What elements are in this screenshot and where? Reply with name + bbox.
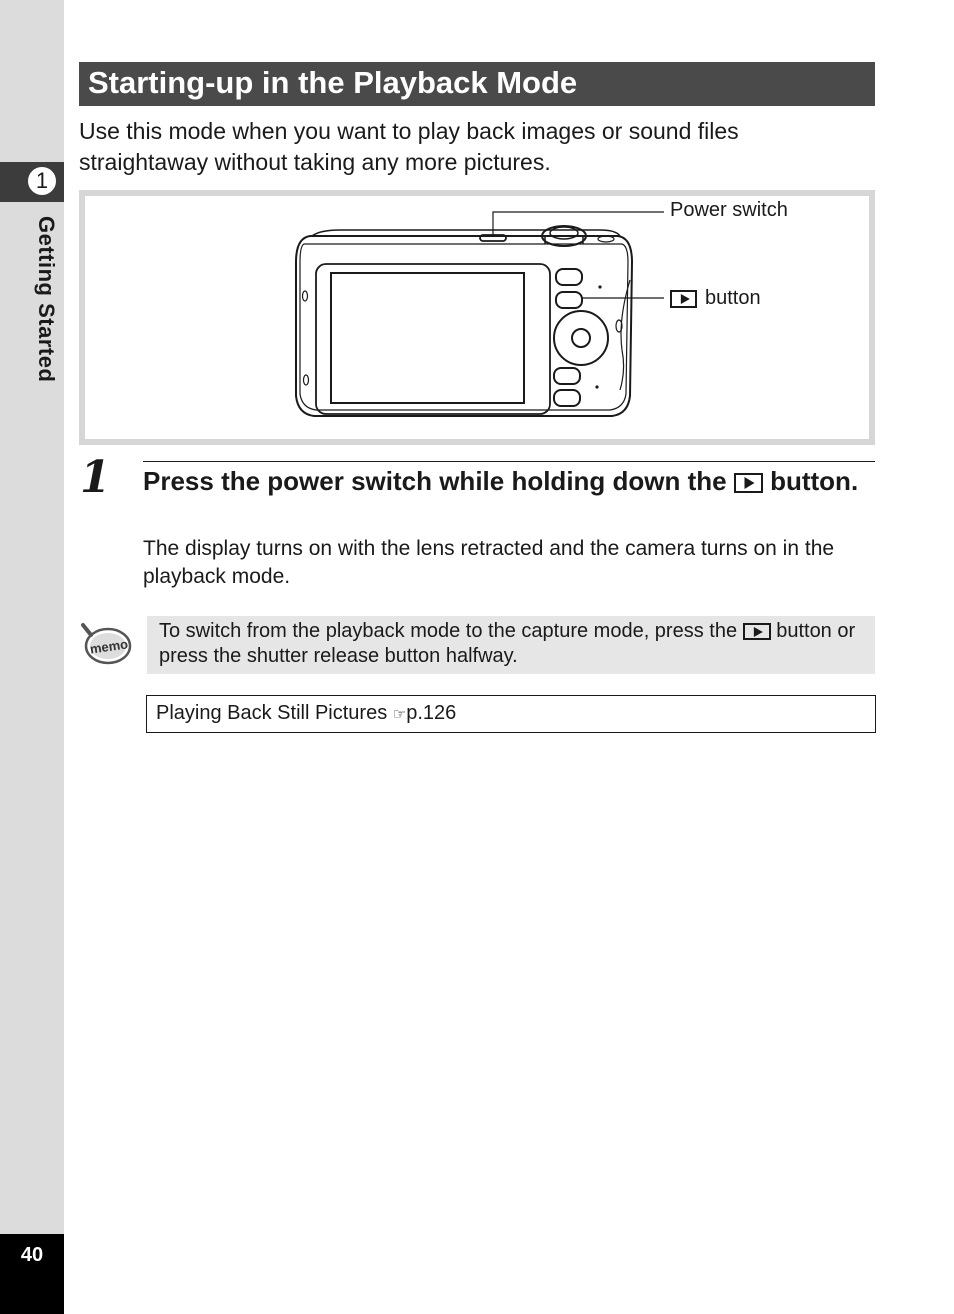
memo-text-start: To switch from the playback mode to the capture mode, press the xyxy=(159,620,738,642)
chapter-title: Getting Started xyxy=(34,216,59,383)
playback-button-label xyxy=(670,287,761,310)
step-heading-text: Press the power switch while holding down the xyxy=(143,466,727,496)
section-title: Starting-up in the Playback Mode xyxy=(88,65,578,100)
playback-icon xyxy=(670,290,697,308)
playback-icon xyxy=(743,623,771,640)
step-body: The display turns on with the lens retracted and the camera turns on in the playback mode. xyxy=(143,537,835,588)
playback-button-label-text: button xyxy=(705,287,761,309)
memo-text-end: button or press the shutter release button halfway. xyxy=(159,620,856,667)
power-switch-label: Power switch xyxy=(670,199,788,221)
playback-icon xyxy=(734,473,763,493)
intro-paragraph: Use this mode when you want to play back images or sound files straightaway without taking any more pictures. xyxy=(79,118,739,175)
step-heading-tail: button. xyxy=(770,466,859,496)
step-number: 1 xyxy=(80,452,111,503)
page-number: 40 xyxy=(20,1244,44,1266)
pointing-hand-icon: ☞ xyxy=(392,706,407,723)
reference-page: p.126 xyxy=(406,702,457,724)
camera-illustration xyxy=(0,0,954,460)
memo-icon-label: memo xyxy=(88,636,129,657)
memo-icon xyxy=(80,622,132,668)
step-heading xyxy=(143,465,863,498)
chapter-number: 1 xyxy=(26,165,58,197)
step-divider xyxy=(143,461,875,462)
reference-title: Playing Back Still Pictures xyxy=(156,702,388,724)
reference-link[interactable] xyxy=(156,701,456,727)
memo-text xyxy=(159,619,869,669)
